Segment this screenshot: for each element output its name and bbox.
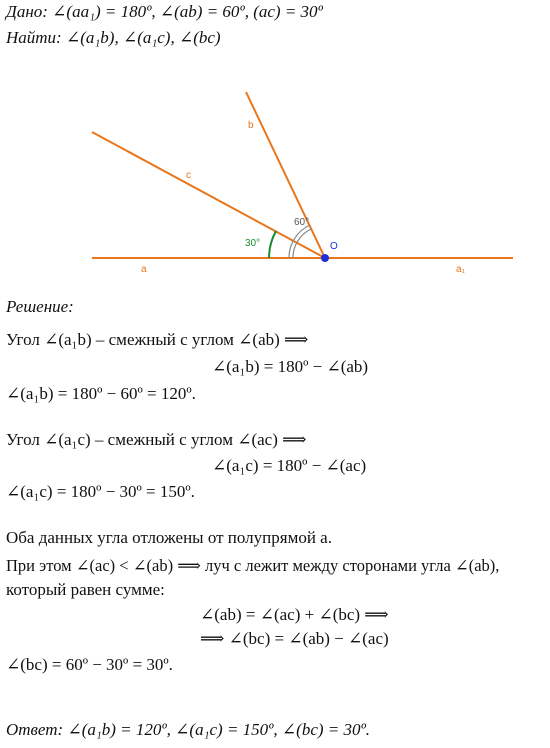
angle-figure: [0, 0, 550, 290]
angle-arc-ab-2: [293, 229, 311, 258]
label-angle-ac: 30°: [245, 238, 261, 249]
label-ray-a: a: [141, 264, 147, 275]
answer-expression: ∠(a₁b) = 120º, ∠(a₁c) = 150º, ∠(bc) = 30º.: [67, 720, 371, 739]
angle-arc-ac: [269, 231, 276, 258]
label-vertex: O: [330, 241, 338, 252]
step1-formula: ∠(a₁b) = 180º − ∠(ab): [212, 357, 369, 376]
vertex-point: [321, 254, 329, 262]
step1-result: ∠(a₁b) = 180º − 60º = 120º.: [6, 384, 196, 403]
ray-c: [92, 132, 325, 258]
step1-text: Угол ∠(a₁b) – смежный с углом ∠(ab) ⟹: [6, 330, 309, 349]
ray-b: [246, 92, 325, 258]
paragraph-3: который равен сумме:: [6, 580, 165, 599]
bc-result: ∠(bc) = 60º − 30º = 30º.: [6, 655, 173, 674]
answer-line: [6, 720, 370, 740]
step2-text: Угол ∠(a₁c) – смежный с углом ∠(ac) ⟹: [6, 430, 307, 449]
formula-1: ∠(ab) = ∠(ac) + ∠(bc) ⟹: [200, 605, 389, 624]
angle-arc-ab-1: [289, 225, 310, 258]
solution-title: Решение:: [6, 297, 74, 316]
given-expression: ∠(aa₁) = 180º, ∠(ab) = 60º, (ac) = 30º: [52, 2, 323, 21]
label-angle-ab: 60°: [294, 217, 310, 228]
find-expression: ∠(a₁b), ∠(a₁c), ∠(bc): [65, 28, 221, 47]
find-label: Найти:: [6, 28, 62, 47]
step2-formula: ∠(a₁c) = 180º − ∠(ac): [212, 456, 367, 475]
paragraph-1: Оба данных угла отложены от полупрямой a.: [6, 528, 332, 547]
paragraph-2: При этом ∠(ac) < ∠(ab) ⟹ луч c лежит между сторонами угла ∠(ab),: [6, 556, 500, 575]
label-ray-b: b: [248, 120, 254, 131]
answer-label: Ответ:: [6, 720, 64, 739]
formula-2: ⟹ ∠(bc) = ∠(ab) − ∠(ac): [200, 629, 389, 648]
label-ray-c: c: [186, 170, 191, 181]
label-ray-a1: a₁: [456, 264, 465, 275]
given-label: Дано:: [6, 2, 48, 21]
step2-result: ∠(a₁c) = 180º − 30º = 150º.: [6, 482, 195, 501]
